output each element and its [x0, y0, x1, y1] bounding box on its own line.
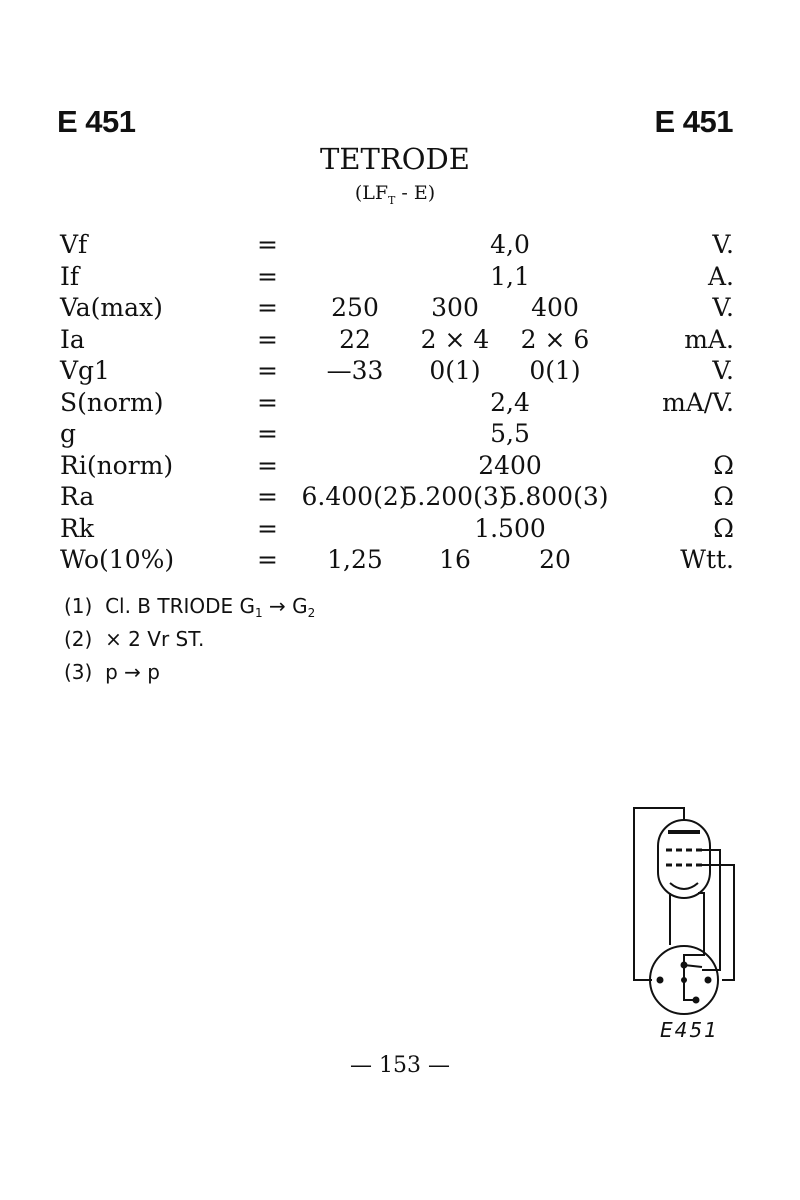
spec-value: 5,5 [490, 419, 530, 448]
spec-equals: = [257, 293, 278, 322]
tube-filament [670, 883, 698, 889]
spec-unit: Ω [713, 482, 734, 511]
spec-param: Vg1 [60, 356, 110, 385]
spec-equals: = [257, 545, 278, 574]
note-3-right: p [147, 660, 160, 684]
spec-param: Vf [60, 230, 88, 259]
note-1-grid: G [292, 594, 308, 618]
spec-value: 1.500 [474, 513, 546, 543]
spec-equals: = [257, 419, 278, 448]
note-3-left: p [105, 660, 118, 684]
spec-row [0, 545, 800, 577]
note-2-text: × 2 Vr ST. [105, 627, 205, 651]
spec-row [0, 230, 800, 262]
spec-value-2: 16 [439, 545, 471, 574]
spec-param: If [60, 261, 80, 291]
spec-value-2: 300 [431, 293, 479, 322]
spec-unit: V. [712, 230, 734, 259]
note-2-marker: (2) [64, 627, 93, 651]
spec-param: Ri(norm) [60, 450, 174, 480]
tube-code-right: E 451 [654, 104, 733, 139]
spec-value: 1,1 [490, 261, 530, 291]
spec-value-3: 0(1) [529, 356, 581, 385]
spec-value-1: 22 [339, 324, 371, 354]
note-2 [64, 627, 204, 651]
spec-row [0, 262, 800, 294]
spec-equals: = [257, 356, 278, 385]
spec-value-1: —33 [326, 356, 384, 385]
spec-value-2: 5.200(3) [401, 482, 509, 511]
note-3 [64, 660, 160, 684]
arrow-icon: → [269, 594, 286, 618]
tube-code-left: E 451 [57, 104, 136, 139]
spec-unit: Wtt. [680, 545, 734, 574]
spec-value: 2400 [478, 450, 542, 480]
note-1-subscript-2: 2 [307, 606, 316, 620]
classification-suffix: - E) [401, 182, 436, 204]
spec-row [0, 514, 800, 546]
arrow-icon: → [124, 660, 141, 684]
spec-row [0, 451, 800, 483]
note-3-marker: (3) [64, 660, 93, 684]
spec-row [0, 419, 800, 451]
spec-param: S(norm) [60, 387, 164, 417]
spec-value-1: 1,25 [327, 545, 383, 574]
spec-equals: = [257, 513, 278, 543]
socket-pin [657, 977, 664, 984]
spec-param: Ra [60, 482, 95, 511]
spec-value-1: 250 [331, 293, 379, 322]
spec-param: Rk [60, 513, 94, 543]
spec-value-1: 6.400(2) [301, 482, 409, 511]
diagram-caption: E451 [660, 1018, 719, 1042]
classification-prefix: (LF [354, 182, 389, 204]
spec-row [0, 388, 800, 420]
wire-grid-1 [702, 865, 734, 980]
spec-param: Va(max) [60, 293, 163, 322]
spec-unit: Ω [713, 450, 734, 480]
page-number: — 153 — [350, 1053, 450, 1078]
spec-unit: V. [712, 293, 734, 322]
tube-base-diagram [630, 805, 750, 1015]
note-1-marker: (1) [64, 594, 93, 618]
note-1-subscript-1: 1 [255, 606, 263, 620]
spec-row [0, 293, 800, 325]
spec-row [0, 325, 800, 357]
spec-value: 2,4 [490, 387, 530, 417]
note-1-text: Cl. B TRIODE G [105, 594, 256, 618]
socket-pin [693, 997, 700, 1004]
spec-param: Ia [60, 324, 85, 354]
spec-unit: A. [707, 261, 734, 291]
spec-value-3: 5.800(3) [501, 482, 609, 511]
tube-classification [0, 182, 790, 207]
spec-equals: = [257, 324, 278, 354]
spec-row [0, 482, 800, 514]
socket-pin [681, 977, 687, 983]
spec-row [0, 356, 800, 388]
spec-unit: V. [712, 356, 734, 385]
spec-param: g [60, 419, 77, 448]
spec-param: Wo(10%) [60, 545, 175, 574]
spec-unit: mA/V. [662, 387, 734, 417]
spec-equals: = [257, 482, 278, 511]
socket-pin [681, 962, 688, 969]
spec-unit: mA. [684, 324, 734, 354]
socket-pin [705, 977, 712, 984]
spec-value-2: 2 × 4 [420, 324, 490, 354]
spec-value-3: 2 × 6 [520, 324, 590, 354]
spec-equals: = [257, 230, 278, 259]
spec-equals: = [257, 450, 278, 480]
spec-equals: = [257, 387, 278, 417]
note-1 [64, 594, 315, 620]
spec-value: 4,0 [490, 230, 530, 259]
spec-unit: Ω [713, 513, 734, 543]
spec-value-2: 0(1) [429, 356, 481, 385]
tube-type-title: TETRODE [320, 142, 470, 176]
spec-equals: = [257, 261, 278, 291]
spec-value-3: 20 [539, 545, 571, 574]
spec-value-3: 400 [531, 293, 579, 322]
classification-subscript: T [388, 193, 396, 207]
